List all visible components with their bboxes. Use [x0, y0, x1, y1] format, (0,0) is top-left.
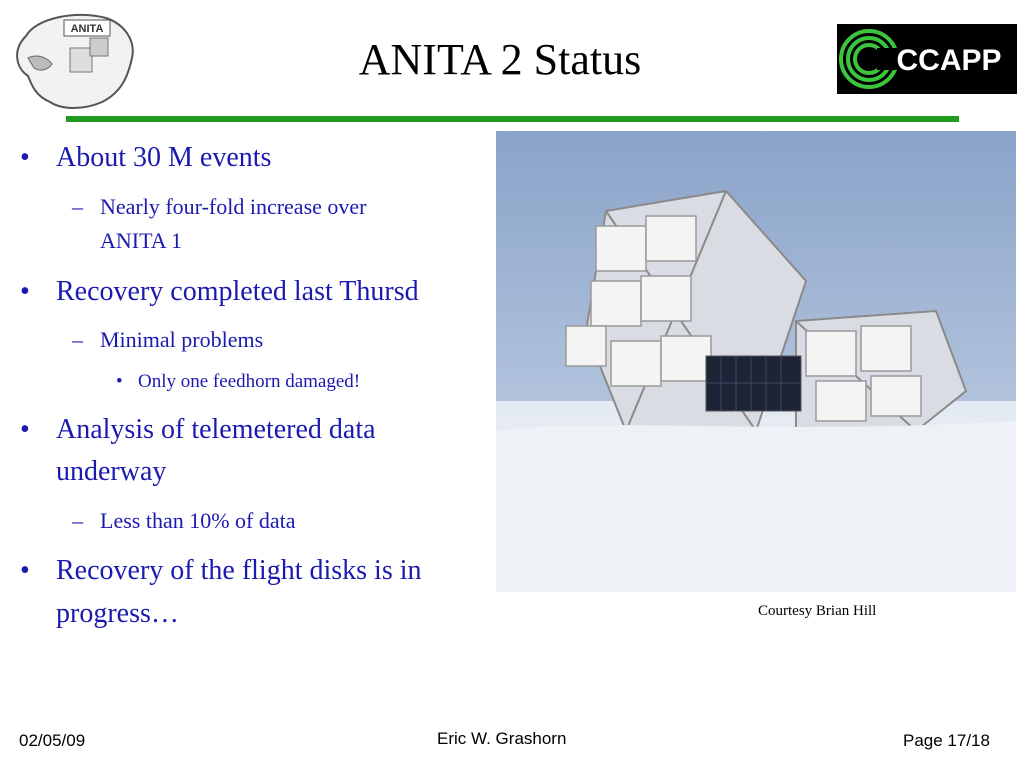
bullet-marker: •	[20, 414, 30, 445]
photo-caption: Courtesy Brian Hill	[758, 603, 877, 619]
bullet-text: About 30 M events	[56, 142, 272, 173]
bullet-marker: •	[116, 371, 123, 392]
slide-title: ANITA 2 Status	[358, 35, 642, 84]
title-divider	[66, 116, 959, 122]
bullet-item	[56, 598, 179, 630]
bullet-text: Analysis of telemetered data	[56, 414, 376, 445]
bullet-marker: •	[20, 276, 30, 307]
bullet-text: Only one feedhorn damaged!	[138, 371, 361, 392]
bullet-text: Nearly four-fold increase over	[100, 194, 367, 219]
bullet-marker: •	[20, 142, 30, 173]
anita-logo-text: ANITA	[70, 23, 104, 35]
bullet-text: underway	[56, 456, 167, 487]
bullet-item	[100, 228, 182, 254]
dash-marker: –	[72, 327, 83, 352]
bullet-text: Less than 10% of data	[100, 508, 296, 533]
footer-page-number: Page 17/18	[903, 731, 990, 750]
bullet-text: Recovery of the flight disks is in	[56, 555, 422, 586]
dash-marker: –	[72, 194, 83, 219]
bullet-marker: •	[20, 555, 30, 586]
footer-author: Eric W. Grashorn	[437, 729, 567, 748]
bullet-text: Recovery completed last Thursd	[56, 276, 419, 307]
footer-date: 02/05/09	[19, 731, 86, 750]
payload-photo	[496, 131, 1016, 592]
bullet-text: progress…	[56, 598, 179, 629]
ccapp-logo-text: CCAPP	[896, 44, 1002, 77]
dash-marker: –	[72, 508, 83, 533]
bullet-text: ANITA 1	[100, 228, 182, 253]
bullet-text: Minimal problems	[100, 327, 264, 352]
bullet-item	[56, 456, 166, 488]
